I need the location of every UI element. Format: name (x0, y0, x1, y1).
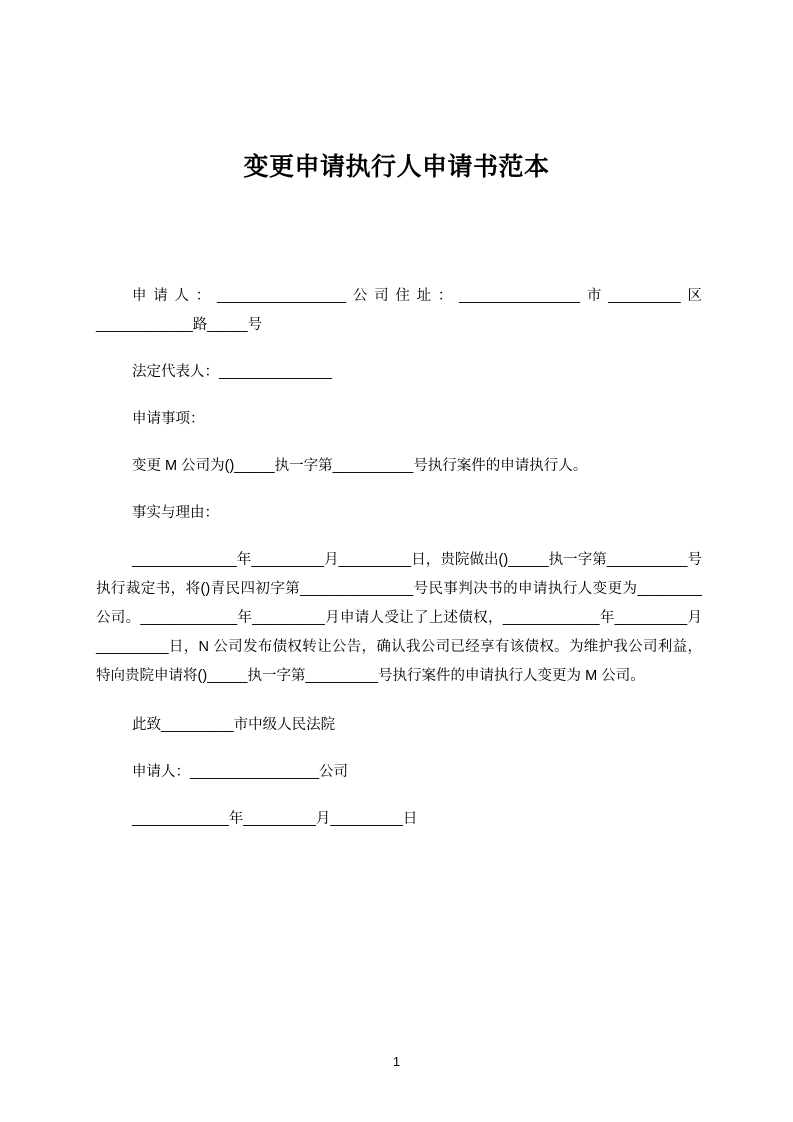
paragraph-addressee: 此致_________市中级人民法院 (132, 717, 336, 733)
paragraph-signature-date: ____________年_________月_________日 (132, 811, 418, 827)
paragraph-signature-applicant: 申请人：________________公司 (132, 764, 349, 780)
paragraph-legal-representative: 法定代表人：______________ (132, 364, 332, 380)
page-title: 变更申请执行人申请书范本 (243, 152, 550, 181)
document-body (96, 282, 702, 852)
page-number: 1 (392, 1054, 401, 1069)
paragraph-application-items-heading: 申请事项： (132, 411, 205, 427)
paragraph-application-items-body: 变更 M 公司为()_____执一字第__________号执行案件的申请执行人。 (132, 458, 588, 474)
paragraph-applicant-address: 申请人：________________公司住址：_______________市_________区____________路_____号 (96, 288, 702, 333)
paragraph-facts-reasons-heading: 事实与理由： (132, 505, 219, 521)
paragraph-facts-reasons-body: _____________年_________月_________日，贵院做出()_____执一字第__________号执行裁定书，将()青民四初字第______________号民事判决书的申请执行人变更为________公司。____________年_________月申请人受让了上述债权，____________年_________月_________日，N 公司发布债权转让公告，确认我公司已经享有该债权。为维护我公司利益，特向贵院申请将()_____执一字第_________号执行案件的申请执行人变更为 M 公司。 (96, 552, 702, 684)
